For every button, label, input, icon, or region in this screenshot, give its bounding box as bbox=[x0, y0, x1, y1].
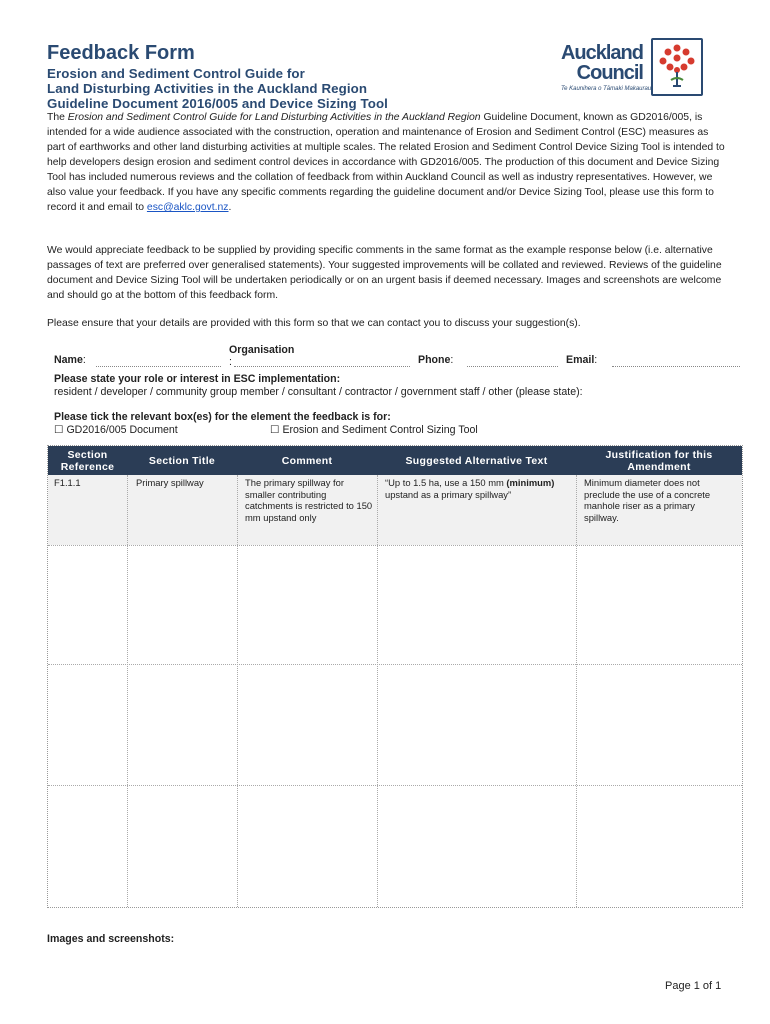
checkbox-gd2016-document[interactable]: ☐ GD2016/005 Document bbox=[54, 424, 178, 436]
feedback-table bbox=[47, 445, 743, 908]
col-section-reference: Section Reference bbox=[60, 448, 115, 473]
organisation-field[interactable] bbox=[234, 366, 410, 367]
feedback-instructions-paragraph: We would appreciate feedback to be supplied by providing specific comments in the same format as the example response below (i.e. alternative passages of text are preferred over generalised statements). Your suggested improvements will be collated and reviewed. Reviews of the guideline document and Device Sizing Tool will be undertaken periodically or on an urgent basis if deemed necessary. Images and screenshots are welcome and should go at the bottom of this feedback form. bbox=[47, 245, 722, 301]
example-section-reference: F1.1.1 bbox=[54, 477, 81, 488]
email-field[interactable] bbox=[612, 366, 740, 367]
table-row-empty[interactable] bbox=[48, 786, 742, 906]
page-number: Page 1 of 1 bbox=[665, 980, 722, 992]
col-justification: Justification for this Amendment bbox=[605, 448, 713, 473]
pohutukawa-flower-icon bbox=[651, 38, 703, 96]
subtitle-line-2: Land Disturbing Activities in the Auckland Region bbox=[47, 81, 368, 96]
logo-tagline: Te Kaunihera o Tāmaki Makaurau bbox=[561, 86, 652, 92]
logo-word-auckland: Auckland bbox=[560, 42, 643, 64]
organisation-label: Organisation bbox=[229, 344, 295, 356]
example-suggested-text: “Up to 1.5 ha, use a 150 mm (minimum) upstand as a primary spillway” bbox=[385, 477, 555, 500]
role-heading: Please state your role or interest in ESC implementation: bbox=[54, 373, 341, 385]
checkbox-sizing-tool[interactable]: ☐ Erosion and Sediment Control Sizing Tool bbox=[270, 424, 478, 436]
example-justification: Minimum diameter does not preclude the use of a concrete manhole riser as a primary spillway. bbox=[584, 477, 711, 523]
auckland-council-logo bbox=[541, 38, 701, 100]
col-suggested-text: Suggested Alternative Text bbox=[405, 454, 548, 467]
organisation-colon: : bbox=[229, 356, 232, 368]
intro-paragraph: The Erosion and Sediment Control Guide for Land Disturbing Activities in the Auckland Region Guideline Document, known as GD2016/005, is intended for a wide audience associated with the construction, operation and maintenance of Erosion and Sediment Control (ESC) measures as part of earthworks and other land disturbing activities at multiple scales. The related Erosion and Sediment Control Device Sizing Tool is intended to help developers design erosion and sediment control devices in accordance with GD2016/005. The production of this document and Device Sizing Tool has included numerous reviews and the collation of feedback from within Auckland Council as well as industry representatives. However, we also value your feedback. If you have any specific comments regarding the guideline document and/or Device Sizing Tool, please use this form to record it and email to esc@aklc.govt.nz. bbox=[47, 112, 725, 213]
phone-label: Phone: bbox=[418, 354, 454, 366]
subtitle-line-1: Erosion and Sediment Control Guide for bbox=[47, 66, 305, 81]
col-section-title: Section Title bbox=[148, 454, 216, 467]
example-comment: The primary spillway for smaller contributing catchments is restricted to 150 mm upstand only bbox=[245, 477, 373, 523]
name-field[interactable] bbox=[96, 366, 221, 367]
table-header bbox=[48, 446, 742, 475]
phone-field[interactable] bbox=[467, 366, 558, 367]
images-screenshots-label: Images and screenshots: bbox=[47, 933, 175, 945]
feedback-email-link[interactable]: esc@aklc.govt.nz bbox=[146, 202, 229, 213]
form-title: Feedback Form bbox=[47, 42, 195, 64]
col-comment: Comment bbox=[281, 454, 333, 467]
email-label: Email: bbox=[566, 354, 598, 366]
subtitle-line-3: Guideline Document 2016/005 and Device Sizing Tool bbox=[47, 96, 388, 111]
contact-details-note: Please ensure that your details are provided with this form so that we can contact you to discuss your suggestion(s). bbox=[47, 318, 581, 329]
role-options: resident / developer / community group member / consultant / contractor / government staff / other (please state): bbox=[54, 386, 583, 398]
logo-word-council: Council bbox=[576, 62, 643, 84]
name-label: Name: bbox=[54, 354, 86, 366]
table-row-empty[interactable] bbox=[48, 546, 742, 663]
tick-heading: Please tick the relevant box(es) for the element the feedback is for: bbox=[54, 411, 391, 423]
example-section-title: Primary spillway bbox=[136, 477, 204, 488]
table-row-empty[interactable] bbox=[48, 665, 742, 784]
